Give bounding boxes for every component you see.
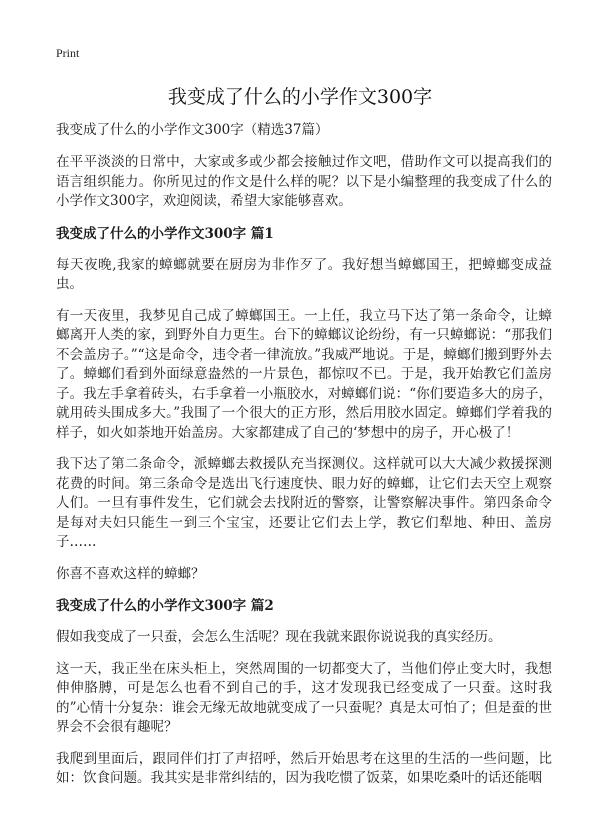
section-heading-2: 我变成了什么的小学作文300字 篇2 [56,598,274,614]
paragraph: 有一天夜里，我梦见自己成了蟑螂国王。一上任，我立马下达了第一条命令，让蟑螂离开人类的家，到野外自力更生。台下的蟑螂议论纷纷，有一只蟑螂说：“那我们不会盖房子。”“这是命令，违令者一律流放。”我威严地说。于是，蟑螂们搬到野外去了。蟑螂们看到外面绿意盎然的一片景色，都惊叹不已。于是，我开始教它们盖房子。我左手拿着砖头，右手拿着一小瓶胶水，对蟑螂们说：“你们要造多大的房子，就用砖头围成多大。”我围了一个很大的正方形，然后用胶水固定。蟑螂们学着我的样子，如火如荼地开始盖房。大家都建成了自己的‘梦想中的房子，开心极了！ [56,307,552,441]
paragraph: 这一天，我正坐在床头柜上，突然周围的一切都变大了，当他们停止变大时，我想伸伸胳膊，可是怎么也看不到自己的手，这才发现我已经变成了一只蚕。这时我的”心情十分复杂：谁会无缘无故地就变成了一只蚕呢？真是太可怕了；但是蚕的世界会不会很有趣呢？ [56,660,552,735]
paragraph: 我爬到里面后，跟同伴们打了声招呼，然后开始思考在这里的生活的一些问题，比如：饮食问题。我其实是非常纠结的，因为我吃惯了饭菜，如果吃桑叶的话还能咽 [56,750,552,786]
print-link[interactable]: Print [56,46,80,60]
article-body [56,120,552,801]
paragraph: 假如我变成了一只蚕，会怎么生活呢？现在我就来跟你说说我的真实经历。 [56,629,502,645]
article-subtitle: 我变成了什么的小学作文300字（精选37篇） [56,122,329,138]
paragraph: 你喜不喜欢这样的蟑螂？ [56,565,205,582]
page-title: 我变成了什么的小学作文300字 [167,86,433,108]
paragraph: 每天夜晚,我家的蟑螂就要在厨房为非作歹了。我好想当蟑螂国王，把蟑螂变成益虫。 [56,256,552,292]
section-heading-1: 我变成了什么的小学作文300字 篇1 [56,225,274,242]
paragraph: 我下达了第二条命令，派蟑螂去救援队充当探测仪。这样就可以大大减少救援探测花费的时间。第三条命令是选出飞行速度快、眼力好的蟑螂，让它们去天空上观察人们。一旦有事件发生，它们就会去找附近的警察，让警察解决事件。第四条命令是每对夫妇只能生一到三个宝宝，还要让它们去上学，教它们犁地、种田、盖房子…… [56,456,552,550]
intro-paragraph: 在平平淡淡的日常中，大家或多或少都会接触过作文吧，借助作文可以提高我们的语言组织能力。你所见过的作文是什么样的呢？以下是小编整理的我变成了什么的小学作文300字，欢迎阅读，希望大家能够喜欢。 [56,154,552,209]
